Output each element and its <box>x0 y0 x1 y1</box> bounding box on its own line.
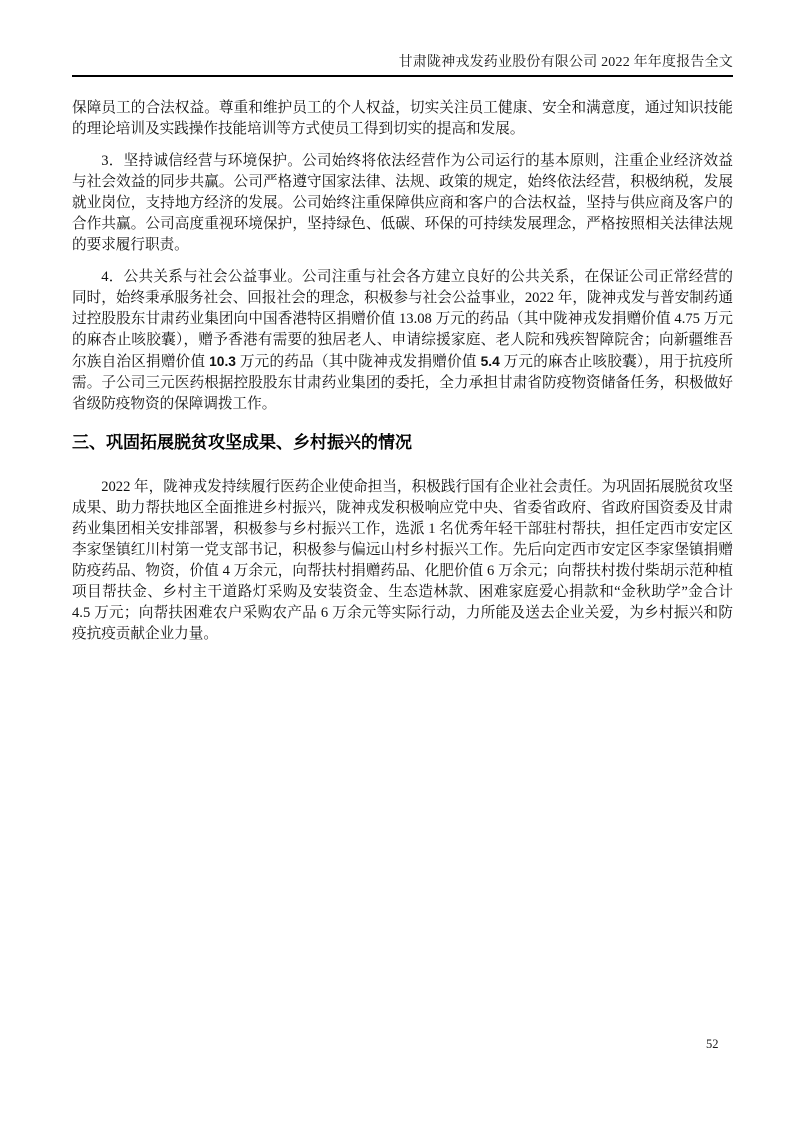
public-welfare-text-segment: 万元的药品（其中陇神戎发捐赠价值 <box>235 354 481 370</box>
donation-value-longshen: 5.4 <box>480 354 500 369</box>
public-welfare-text-segment: 万元的麻杏止咳胶囊），用于抗疫所需。子公司三元医药根据控股股东甘肃药业集团的委托，全力承担甘肃省防疫物资储备任务，积极做好省级防疫物资的保障调拨工作。 <box>72 354 733 412</box>
page-header-title: 甘肃陇神戎发药业股份有限公司 2022 年年度报告全文 <box>398 55 733 70</box>
donation-value-xinjiang: 10.3 <box>209 354 236 369</box>
paragraph-employee-rights: 保障员工的合法权益。尊重和维护员工的个人权益，切实关注员工健康、安全和满意度，通过知识技能的理论培训及实践操作技能培训等方式使员工得到切实的提高和发展。 <box>72 100 733 137</box>
page-header <box>72 54 733 77</box>
paragraph-public-welfare <box>72 267 733 415</box>
report-body <box>72 98 733 645</box>
page-number: 52 <box>706 1037 719 1051</box>
paragraph-rural-revitalization: 2022 年，陇神戎发持续履行医药企业使命担当，积极践行国有企业社会责任。为巩固拓展脱贫攻坚成果、助力帮扶地区全面推进乡村振兴，陇神戎发积极响应党中央、省委省政府、省政府国资委及甘肃药业集团相关安排部署，积极参与乡村振兴工作，选派 1 名优秀年轻干部驻村帮扶，担任定西市安定区李家堡镇红川村第一党支部书记，积极参与偏远山村乡村振兴工作。先后向定西市安定区李家堡镇捐赠防疫药品、物资，价值 4 万余元，向帮扶村捐赠药品、化肥价值 6 万余元；向帮扶村拨付柴胡示范种植项目帮扶金、乡村主干道路灯采购及安装资金、生态造林款、困难家庭爱心捐款和“金秋助学”金合计 4.5 万元；向帮扶困难农户采购农产品 6 万余元等实际行动，力所能及送去企业关爱，为乡村振兴和防疫抗疫贡献企业力量。 <box>72 479 733 642</box>
public-welfare-text-segment: 4．公共关系与社会公益事业。公司注重与社会各方建立良好的公共关系，在保证公司正常经营的同时，始终秉承服务社会、回报社会的理念，积极参与社会公益事业，2022 年，陇神戎发与普安制药通过控股股东甘肃药业集团向中国香港特区捐赠价值 13.08 万元的药品（其中陇神戎发捐赠价值 4.75 万元的麻杏止咳胶囊），赠予香港有需要的独居老人、申请综援家庭、老人院和残疾智障院舍；向新疆维吾尔族自治区捐赠价值 <box>72 269 733 370</box>
header-divider <box>72 75 733 77</box>
section-heading-rural-revitalization: 三、巩固拓展脱贫攻坚成果、乡村振兴的情况 <box>72 433 412 452</box>
paragraph-integrity-environment: 3．坚持诚信经营与环境保护。公司始终将依法经营作为公司运行的基本原则，注重企业经济效益与社会效益的同步共赢。公司严格遵守国家法律、法规、政策的规定，始终依法经营，积极纳税，发展就业岗位，支持地方经济的发展。公司始终注重保障供应商和客户的合法权益，坚持与供应商及客户的合作共赢。公司高度重视环境保护，坚持绿色、低碳、环保的可持续发展理念，严格按照相关法律法规的要求履行职责。 <box>72 153 733 253</box>
